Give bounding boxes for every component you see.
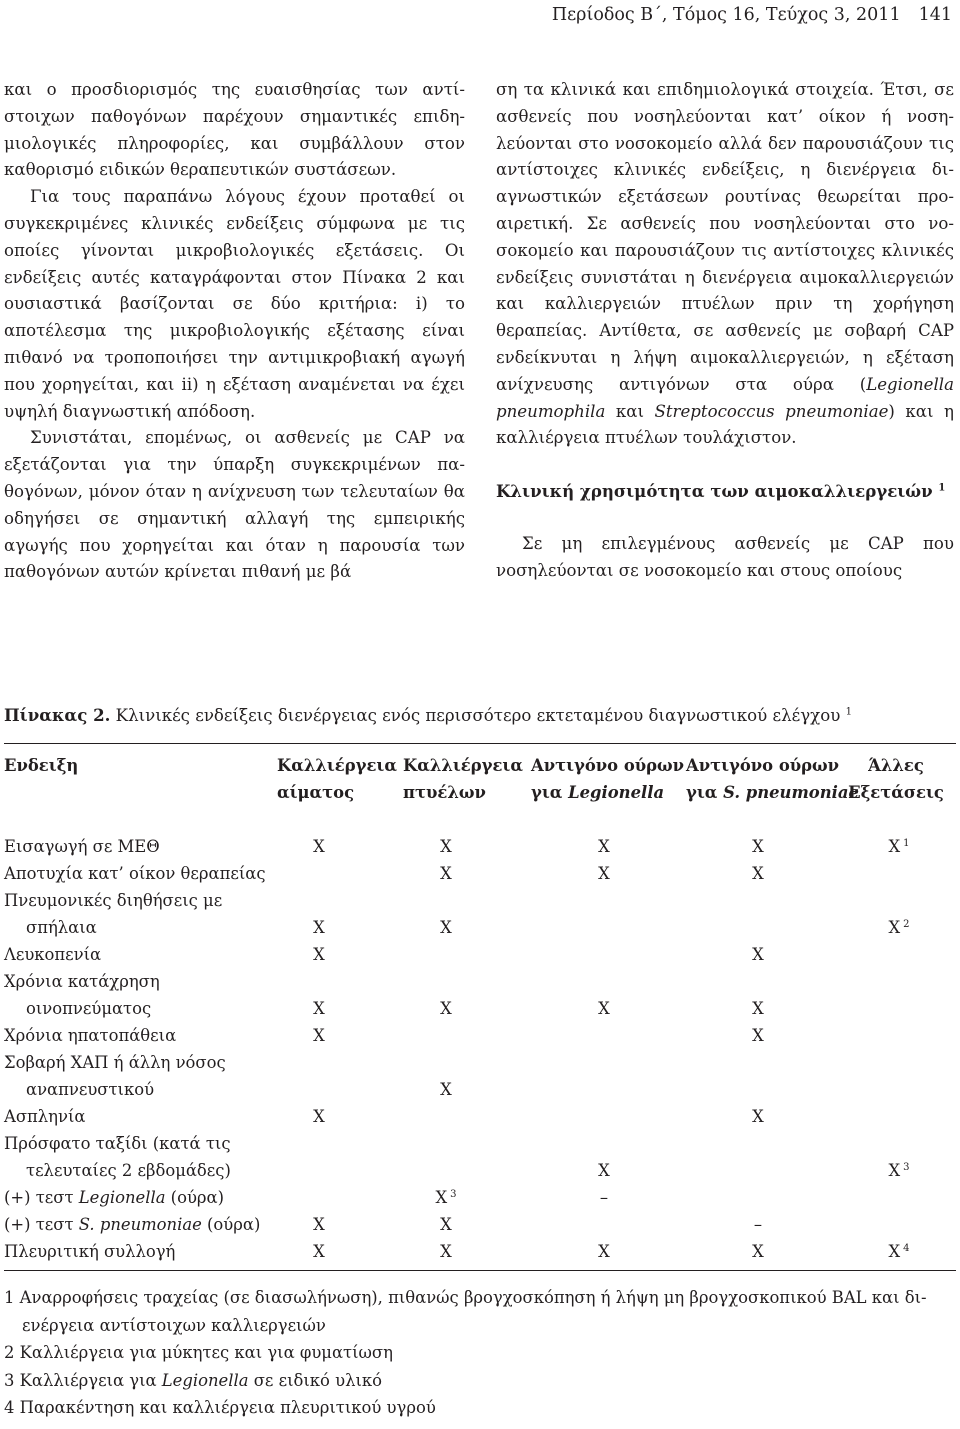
paragraph: Για τους παραπάνω λόγους έχουν προταθεί οι συγκεκριμένες κλινικές ενδείξεις σύμφωνα με τις οποίες γίνονται μικροβιολογικές εξετάσεις. Οι ενδείξεις αυτές καταγράφονται στον Πίνακα 2 και ουσιαστικά βασίζονται σε δύο κριτήρια: i) το αποτέλεσμα της μικροβιολογικής εξέτασης είναι πιθανό να τροποποιήσει την αντιμικροβιακή αγωγή που χορηγείται, και ii) η εξέταση αναμένεται να έχει υψηλή διαγνωστική απόδοση. [4,187,465,421]
left-column [4,77,465,586]
table-row [4,1184,956,1211]
table-cell-c1 [289,1184,349,1211]
section-heading [496,478,954,505]
table-cell-c2: X $^3$ [435,1188,457,1207]
indication-label: (+) τεστ Legionella (ούρα) [4,1188,225,1207]
right-column [496,77,954,585]
footnote-ref: 1 [938,482,946,494]
text-run: ση τα κλινικά και επιδημιολογικά στοιχεία. Έτσι, σε ασθενείς που νοσηλεύονται κατ’ οίκον ή νοσηλεύονται στο νοσοκομείο αλλά δεν παρουσιάζουν τις αντίστοιχες κλινικές ενδείξεις, η διενέργεια διαγνωστικών εξετάσεων ρουτίνας θεωρείται προαιρετική. Σε ασθενείς που νοσηλεύονται στο νοσοκομείο και παρουσιάζουν τις αντίστοιχες κλινικές ενδείξεις συνιστάται η διενέργεια αιμοκαλλιεργειών και καλλιεργειών πτυέλων πριν τη χορήγηση θεραπείας. Αντίθετα, σε ασθενείς με σοβαρή CAP ενδείκνυται η λήψη αιμοκαλλιεργειών, η εξέταση ανίχνευσης αντιγόνων στα ούρα ( [496,80,954,394]
table-rule-top [4,743,956,744]
heading-text: Κλινική χρησιμότητα των αιμοκαλλιεργειών [496,481,933,502]
table-cell-c5 [864,995,934,1022]
table-cell-c4: X [752,999,764,1018]
table-cell-c5 [864,1103,934,1130]
paragraph: Σε μη επιλεγμένους ασθενείς με CAP που νοσηλεύονται σε νοσοκομείο και στους οποίους [496,533,954,580]
table-cell-c1 [289,860,349,887]
caption-text: Κλινικές ενδείξεις διενέργειας ενός περισσότερο εκτεταμένου διαγνωστικού ελέγχου [110,706,841,725]
footnote-1: 1 Αναρροφήσεις τραχείας (σε διασωλήνωση), πιθανώς βρογχοσκόπηση ή λήψη μη βρογχοσκοπικού BAL και διενέργεια αντίστοιχων καλλιεργειών [4,1288,927,1335]
table-cell-c2 [416,1022,476,1049]
paragraph [496,77,954,452]
text-run: και [605,401,655,421]
table-row [4,968,956,1022]
table-cell-c1 [289,1076,349,1103]
header-pneumoniae-antigen: Αντιγόνο ούρων για S. pneumoniae [686,756,859,802]
table-cell-c3: X [598,1242,610,1261]
table-cell-c1 [289,1157,349,1184]
table-cell-c4 [728,1184,788,1211]
table-row [4,860,956,887]
table-cell-c2: X [440,1215,452,1234]
table-cell-c4 [728,914,788,941]
table-cell-c5 [864,1184,934,1211]
table-cell-c3: X [598,837,610,856]
indication-label: Πλευριτική συλλογή [4,1242,176,1261]
indication-label: Λευκοπενία [4,945,102,964]
table-cell-c5: X $^1$ [888,837,910,856]
table-cell-c3: X [598,864,610,883]
table-cell-c4: X [752,1026,764,1045]
footnote-2: 2 Καλλιέργεια για μύκητες και για φυματίωση [4,1343,393,1362]
table-cell-c5: X $^2$ [888,918,910,937]
header-legionella-antigen: Αντιγόνο ούρων για Legionella [531,756,684,802]
indication-label: (+) τεστ S. pneumoniae (ούρα) [4,1215,261,1234]
table-cell-c1: X [313,1107,325,1126]
table-header [4,752,956,812]
table-caption [4,703,956,728]
table-cell-c1: X [313,837,325,856]
table-cell-c4: X [752,945,764,964]
indication-label: Χρόνια ηπατοπάθεια [4,1026,177,1045]
table-cell-c3 [574,941,634,968]
header-other-tests: Άλλες Εξετάσεις [848,756,944,802]
table-body [4,833,956,1265]
table-cell-c5 [864,941,934,968]
table-cell-c3 [574,914,634,941]
table-cell-c5: X $^4$ [888,1242,910,1261]
table-cell-c4: X [752,837,764,856]
table-cell-c4: X [752,1107,764,1126]
footnote-4: 4 Παρακέντηση και καλλιέργεια πλευριτικού υγρού [4,1398,436,1417]
table-cell-c2 [416,1103,476,1130]
table-row [4,887,956,941]
table-cell-c4: X [752,864,764,883]
table-label: Πίνακας 2. [4,705,111,725]
table-cell-c5: X $^3$ [888,1161,910,1180]
indication-label: Χρόνια κατάχρηση οινοπνεύματος [4,972,160,1018]
table-row [4,833,956,860]
table-cell-c2: X [440,1242,452,1261]
table-cell-c3 [574,1103,634,1130]
table-cell-c2 [416,1157,476,1184]
header-sputum-culture: Καλλιέργεια πτυέλων [403,756,523,802]
table-cell-c2: X [440,837,452,856]
indication-label: Σοβαρή ΧΑΠ ή άλλη νόσος αναπνευστικού [4,1053,226,1099]
table-row [4,1103,956,1130]
table-cell-c3: X [598,1161,610,1180]
journal-issue: Περίοδος Β΄, Τόμος 16, Τεύχος 3, 2011 [551,5,901,25]
table-cell-c3: X [598,999,610,1018]
indication-label: Αποτυχία κατ’ οίκον θεραπείας [4,864,266,883]
table-cell-c3: – [599,1188,609,1207]
table-row [4,1130,956,1184]
table-cell-c5 [864,1076,934,1103]
header-indication: Ενδειξη [4,756,79,775]
header-blood-culture: Καλλιέργεια αίματος [277,756,397,802]
table-cell-c4: X [752,1242,764,1261]
indication-label: Πρόσφατο ταξίδι (κατά τις τελευταίες 2 εβδομάδες) [4,1134,231,1180]
table-cell-c5 [864,1022,934,1049]
running-head [552,4,952,26]
table-cell-c2: X [440,1080,452,1099]
table-cell-c5 [864,860,934,887]
table-cell-c1: X [313,1215,325,1234]
indication-label: Ασπληνία [4,1107,86,1126]
table-cell-c4 [728,1076,788,1103]
table-cell-c3 [574,1076,634,1103]
table-cell-c2: X [440,864,452,883]
table-cell-c1: X [313,1026,325,1045]
table-cell-c4 [728,1157,788,1184]
table-cell-c2: X [440,918,452,937]
table-row [4,1211,956,1238]
table-row [4,1238,956,1265]
indication-label: Εισαγωγή σε ΜΕΘ [4,837,160,856]
italic-term: Streptococcus pneumoniae [654,401,889,421]
table-cell-c2 [416,941,476,968]
paragraph: και ο προσδιορισμός της ευαισθησίας των αντίστοιχων παθογόνων παρέχουν σημαντικές επιδημιολογικές πληροφορίες, και συμβάλλουν στον καθορισμό ειδικών θεραπευτικών συστάσεων. [4,80,465,180]
indication-label: Πνευμονικές διηθήσεις με σπήλαια [4,891,223,937]
page-number: 141 [918,5,952,25]
table-cell-c1: X [313,945,325,964]
footnote-ref: 1 [845,706,852,718]
italic-term: Legionella pneumophila [496,374,954,421]
table-row [4,1022,956,1049]
table-cell-c3 [574,1022,634,1049]
paragraph: Συνιστάται, επομένως, οι ασθενείς με CAP να εξετάζονται για την ύπαρξη συγκεκριμένων παθογόνων, μόνον όταν η ανίχνευση των τελευταίων θα οδηγήσει σε σημαντική αλλαγή της εμπειρικής αγωγής που χορηγείται και όταν η παρουσία των παθογόνων αυτών κρίνεται πιθανή με βά [4,428,465,582]
table-cell-c3 [574,1211,634,1238]
table-cell-c1: X [313,999,325,1018]
text-run: ) και η καλλιέργεια πτυέλων τουλάχιστον. [496,401,954,448]
table-cell-c5 [864,1211,934,1238]
table-rule-bottom [4,1270,956,1271]
table-cell-c4: – [753,1215,763,1234]
table-cell-c1: X [313,1242,325,1261]
footnotes [4,1284,956,1422]
table-cell-c1: X [313,918,325,937]
table-row [4,941,956,968]
footnote-3: 3 Καλλιέργεια για Legionella σε ειδικό υλικό [4,1370,383,1390]
table-row [4,1049,956,1103]
table-cell-c2: X [440,999,452,1018]
